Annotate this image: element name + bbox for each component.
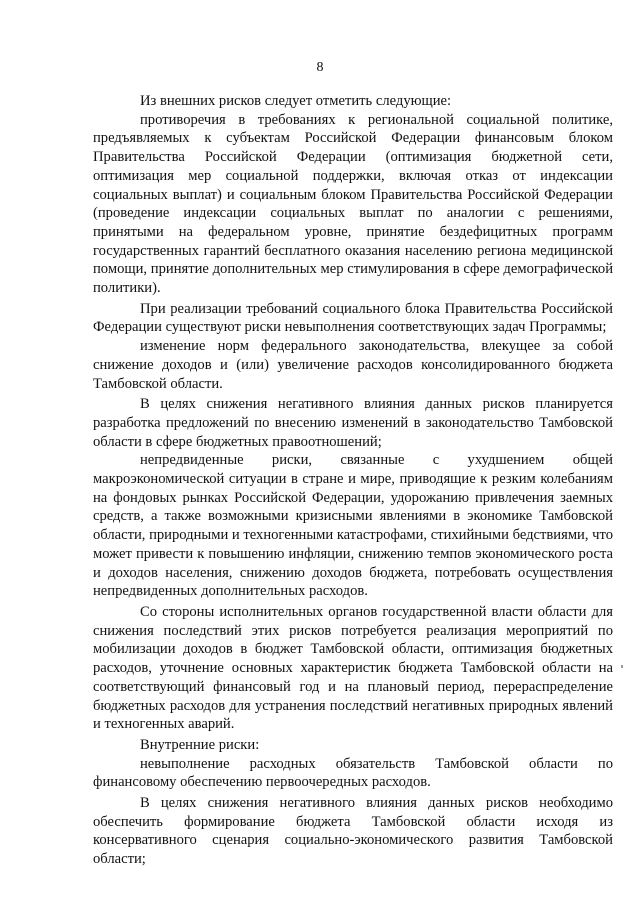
scan-mark xyxy=(621,665,623,668)
paragraph-external-risks-intro: Из внешних рисков следует отметить следующие: xyxy=(140,93,452,109)
paragraph-unforeseen-risks: непредвиденные риски, связанные с ухудшением общей макроэкономической ситуации в стране и мире, приводящие к резким колебаниям на фондовых рынках Российской Федерации, удорожанию привлечения заемных средств, а также возможными кризисными явлениями в экономике Тамбовской области, природными и техногенными катастрофами, стихийными бедствиями, что может привести к повышению инфляции, снижению темпов экономического роста и доходов населения, снижению доходов бюджета, потребовать осуществления непредвиденных дополнительных расходов. xyxy=(93,452,613,600)
paragraph-policy-contradictions: противоречия в требованиях к региональной социальной политике, предъявляемых к субъектам Российской Федерации финансовым блоком Правительства Российской Федерации (оптимизация бюджетной сети, оптимизация мер социальной поддержки, включая отказ от индексации социальных выплат) и социальным блоком Правительства Российской Федерации (проведение индексации социальных выплат по аналогии с решениями, принятыми на федеральном уровне, принятие бездефицитных программ государственных гарантий бесплатного оказания населению региона медицинской помощи, принятие дополнительных мер стимулирования в сфере демографической политики). xyxy=(93,111,613,297)
paragraph-risk-mitigation-legislation: В целях снижения негативного влияния данных рисков планируется разработка предложений по внесению изменений в законодательство Тамбовской области в сфере бюджетных правоотношений; xyxy=(93,396,613,450)
paragraph-budget-formation: В целях снижения негативного влияния данных рисков необходимо обеспечить формирование бюджета Тамбовской области исходя из консервативного сценария социально-экономического развития Тамбовской области; xyxy=(93,795,613,868)
paragraph-executive-measures: Со стороны исполнительных органов государственной власти области для снижения последствий этих рисков потребуется реализация мероприятий по мобилизации доходов в бюджет Тамбовской области, оптимизация бюджетных расходов, уточнение основных характеристик бюджета Тамбовской области на соответствующий финансовый год и на плановый период, перераспределение бюджетных расходов для устранения последствий негативных природных явлений и техногенных аварий. xyxy=(93,603,613,733)
paragraph-internal-risks-heading: Внутренние риски: xyxy=(140,736,260,753)
document-body xyxy=(93,92,613,869)
paragraph-program-tasks-risk: При реализации требований социального блока Правительства Российской Федерации существуют риски невыполнения соответствующих задач Программы; xyxy=(93,300,613,336)
paragraph-expenditure-obligations: невыполнение расходных обязательств Тамбовской области по финансовому обеспечению первоочередных расходов. xyxy=(93,755,613,791)
paragraph-federal-law-change: изменение норм федерального законодательства, влекущее за собой снижение доходов и (или) увеличение расходов консолидированного бюджета Тамбовской области. xyxy=(93,338,613,392)
page-number: 8 xyxy=(316,60,324,75)
